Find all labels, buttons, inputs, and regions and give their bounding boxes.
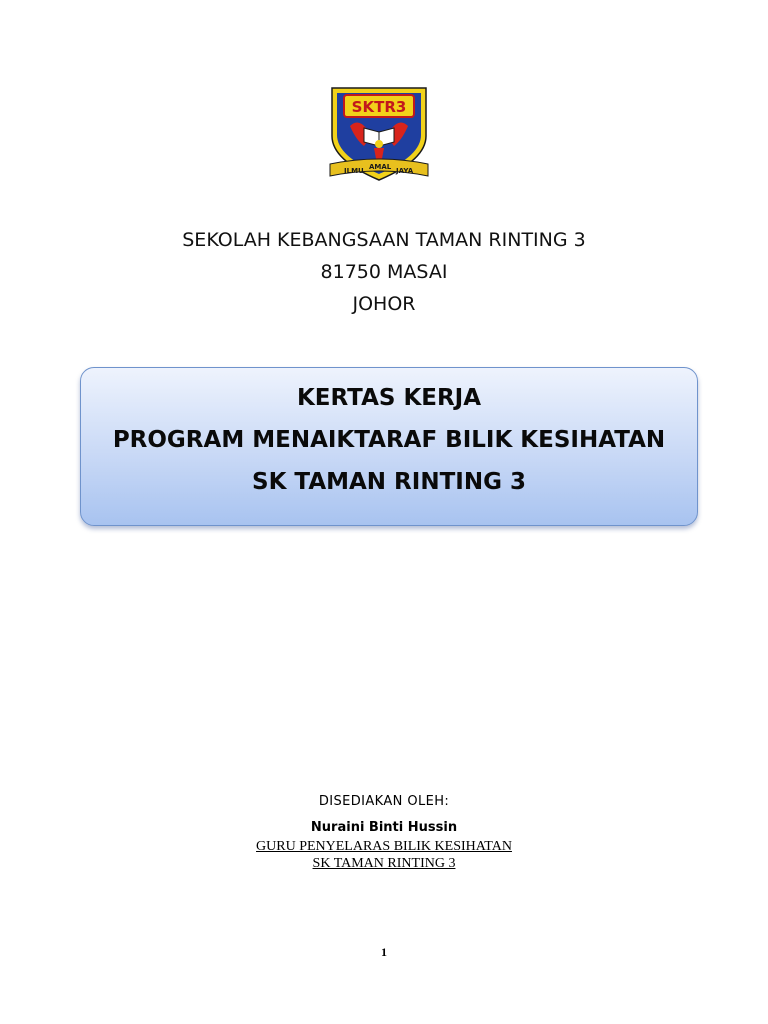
school-state: JOHOR: [352, 293, 416, 315]
logo-motto-word-1: ILMU: [344, 167, 364, 175]
logo-motto-word-3: JAYA: [396, 167, 414, 175]
preparer-role-line-2: SK TAMAN RINTING 3: [312, 856, 456, 871]
title-box: [80, 367, 698, 526]
title-line-2: PROGRAM MENAIKTARAF BILIK KESIHATAN: [112, 427, 666, 453]
prepared-by-block: [0, 792, 768, 872]
logo-crest-text: SKTR3: [351, 98, 407, 116]
preparer-role-line-1: GURU PENYELARAS BILIK KESIHATAN: [256, 839, 512, 854]
prepared-by-label: DISEDIAKAN OLEH:: [318, 794, 450, 809]
logo-motto-word-2: AMAL: [369, 163, 392, 171]
school-logo: [328, 84, 430, 184]
school-postcode-city: 81750 MASAI: [320, 261, 448, 283]
preparer-name: Nuraini Binti Hussin: [310, 820, 458, 835]
page-number: 1: [381, 945, 387, 959]
title-line-3: SK TAMAN RINTING 3: [252, 469, 526, 495]
title-line-1: KERTAS KERJA: [296, 385, 482, 411]
school-address-block: [0, 224, 768, 320]
school-name: SEKOLAH KEBANGSAAN TAMAN RINTING 3: [182, 229, 586, 251]
